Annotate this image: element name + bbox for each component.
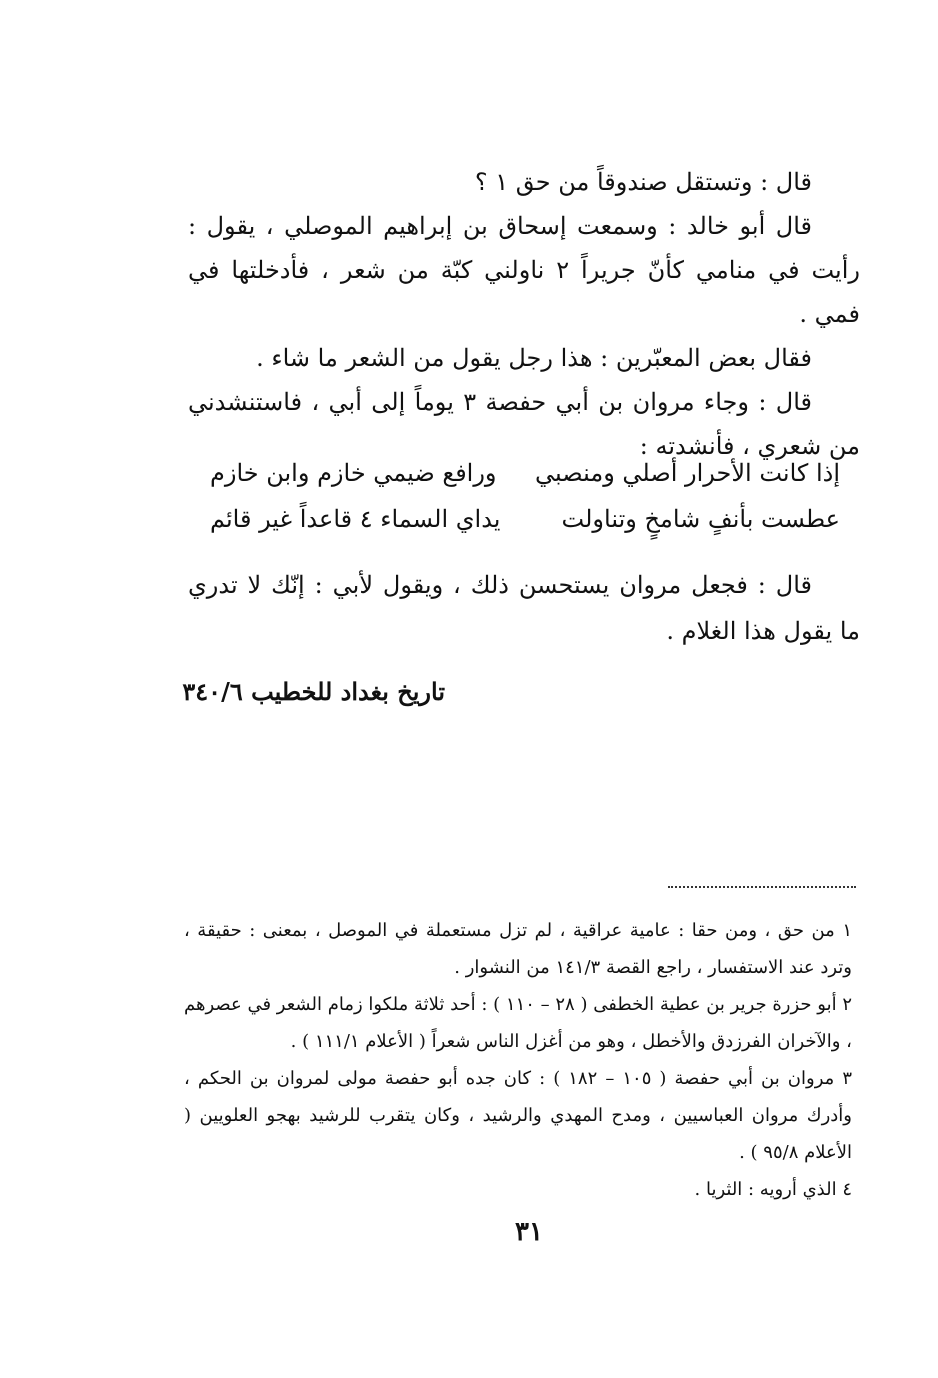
closing-text	[188, 562, 860, 654]
source-citation: تاريخ بغداد للخطيب ٣٤٠/٦	[182, 677, 445, 706]
paragraph: قال أبو خالد : وسمعت إسحاق بن إبراهيم الموصلي ، يقول : رأيت في منامي كأنّ جريراً ٢ ناولني كبّة من شعر ، فأدخلتها في فمي .	[188, 212, 860, 328]
main-text	[188, 160, 860, 468]
footnote-divider	[668, 886, 856, 888]
footnote: ٢ أبو حزرة جرير بن عطية الخطفى ( ٢٨ – ١١٠ ) : أحد ثلاثة ملكوا زمام الشعر في عصرهم ، والآخران الفرزدق والأخطل ، وهو من أغزل الناس شعراً ( الأعلام ١١١/١ ) .	[184, 994, 852, 1052]
footnote: ٤ الذي أرويه : الثريا .	[694, 1179, 852, 1200]
paragraph: قال : وجاء مروان بن أبي حفصة ٣ يوماً إلى أبي ، فاستنشدني من شعري ، فأنشدته :	[188, 388, 860, 460]
paragraph: قال : فجعل مروان يستحسن ذلك ، ويقول لأبي : إنّك لا تدري ما يقول هذا الغلام .	[188, 571, 860, 645]
paragraph: قال : وتستقل صندوقاً من حق ١ ؟	[474, 168, 812, 196]
poem-verse	[210, 496, 840, 542]
poem	[210, 450, 840, 542]
footnotes	[184, 912, 852, 1208]
paragraph: فقال بعض المعبّرين : هذا رجل يقول من الشعر ما شاء .	[256, 344, 812, 372]
footnote: ٣ مروان بن أبي حفصة ( ١٠٥ – ١٨٢ ) : كان جده أبو حفصة مولى لمروان بن الحكم ، وأدرك مروان العباسيين ، ومدح المهدي والرشيد ، وكان يتقرب للرشيد بهجو العلويين ( الأعلام ٩٥/٨ ) .	[184, 1068, 852, 1163]
poem-verse	[210, 450, 840, 496]
verse-first-hemistich: عطست بأنفٍ شامخٍ وتناولت	[561, 505, 840, 533]
verse-first-hemistich: إذا كانت الأحرار أصلي ومنصبي	[535, 459, 840, 487]
verse-second-hemistich: يداي السماء ٤ قاعداً غير قائم	[210, 505, 501, 533]
verse-second-hemistich: ورافع ضيمي خازم وابن خازم	[210, 459, 497, 487]
page-number: ٣١	[515, 1217, 543, 1247]
footnote: ١ من حق ، ومن حقا : عامية عراقية ، لم تزل مستعملة في الموصل ، بمعنى : حقيقة ، وترد عند الاستفسار ، راجع القصة ١٤١/٣ من النشوار .	[184, 920, 852, 978]
